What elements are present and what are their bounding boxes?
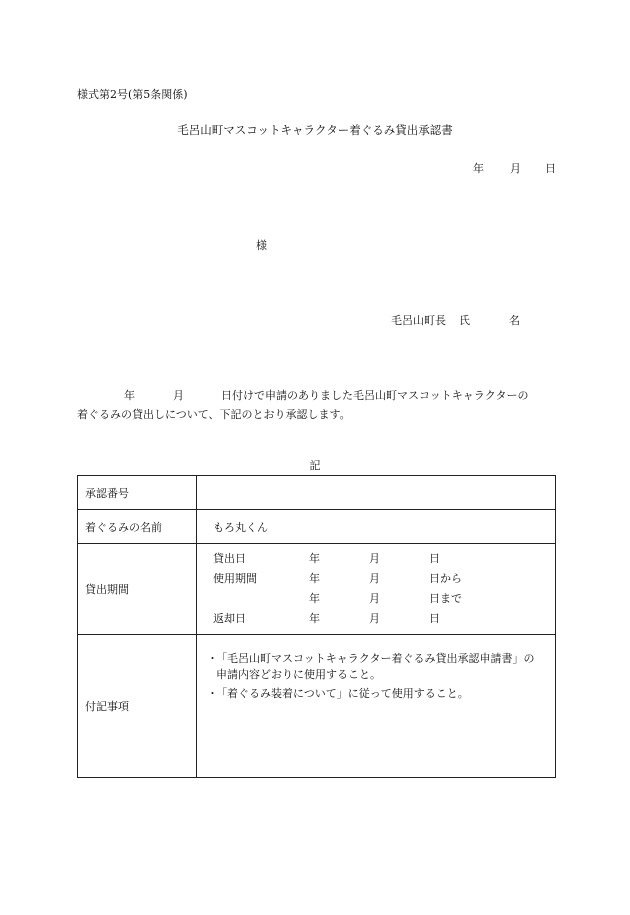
date-month: 月 bbox=[510, 162, 521, 175]
period-row-label: 返却日 bbox=[213, 612, 246, 625]
table-row bbox=[78, 544, 556, 635]
note-text-line: 申請内容どおりに使用すること。 bbox=[216, 668, 381, 681]
period-row-label: 使用期間 bbox=[213, 572, 257, 585]
period-row-day: 日 bbox=[429, 612, 440, 625]
period-row bbox=[197, 550, 555, 570]
period-row-day: 日まで bbox=[429, 592, 462, 605]
issuer-mei: 名 bbox=[509, 314, 520, 327]
table-row bbox=[78, 476, 556, 510]
issuer-position: 毛呂山町長 bbox=[391, 314, 446, 327]
costume-name-label: 着ぐるみの名前 bbox=[78, 510, 197, 544]
note-text-line: 「着ぐるみ装着について」に従って使用すること。 bbox=[216, 687, 469, 700]
approval-number-value bbox=[197, 476, 556, 510]
period-row-day: 日 bbox=[429, 552, 440, 565]
period-row-year: 年 bbox=[309, 592, 320, 605]
date-day: 日 bbox=[545, 162, 556, 175]
period-row-month: 月 bbox=[369, 612, 380, 625]
table-row bbox=[78, 635, 556, 778]
period-row-month: 月 bbox=[369, 592, 380, 605]
body-line-2: 着ぐるみの貸出しについて、下記のとおり承認します。 bbox=[77, 408, 351, 421]
period-row-label: 貸出日 bbox=[213, 552, 246, 565]
period-row bbox=[197, 570, 555, 590]
date-year: 年 bbox=[473, 162, 484, 175]
body-month: 月 bbox=[173, 389, 184, 402]
issuer-shi: 氏 bbox=[459, 314, 470, 327]
note-text-line: 「毛呂山町マスコットキャラクター着ぐるみ貸出承認申請書」の bbox=[216, 652, 535, 665]
form-number: 様式第2号(第5条関係) bbox=[77, 88, 188, 101]
notes-cell bbox=[197, 635, 556, 778]
ki-heading: 記 bbox=[309, 459, 321, 472]
period-cell bbox=[197, 544, 556, 635]
body-year: 年 bbox=[124, 389, 135, 402]
note-bullet: ・ bbox=[207, 687, 218, 700]
period-row bbox=[197, 610, 555, 630]
table-row bbox=[78, 510, 556, 544]
period-row-month: 月 bbox=[369, 572, 380, 585]
period-row-day: 日から bbox=[429, 572, 462, 585]
costume-name-value: もろ丸くん bbox=[197, 510, 556, 544]
period-row-year: 年 bbox=[309, 612, 320, 625]
document-title: 毛呂山町マスコットキャラクター着ぐるみ貸出承認書 bbox=[177, 123, 453, 137]
notes-label: 付記事項 bbox=[78, 635, 197, 778]
period-row-month: 月 bbox=[369, 552, 380, 565]
approval-number-label: 承認番号 bbox=[78, 476, 197, 510]
period-row bbox=[197, 590, 555, 610]
approval-table bbox=[77, 475, 556, 778]
period-label: 貸出期間 bbox=[78, 544, 197, 635]
period-row-year: 年 bbox=[309, 552, 320, 565]
period-row-year: 年 bbox=[309, 572, 320, 585]
addressee-suffix: 様 bbox=[256, 239, 267, 252]
note-bullet: ・ bbox=[207, 652, 218, 665]
body-text-1: 日付けで申請のありました毛呂山町マスコットキャラクターの bbox=[221, 389, 529, 402]
